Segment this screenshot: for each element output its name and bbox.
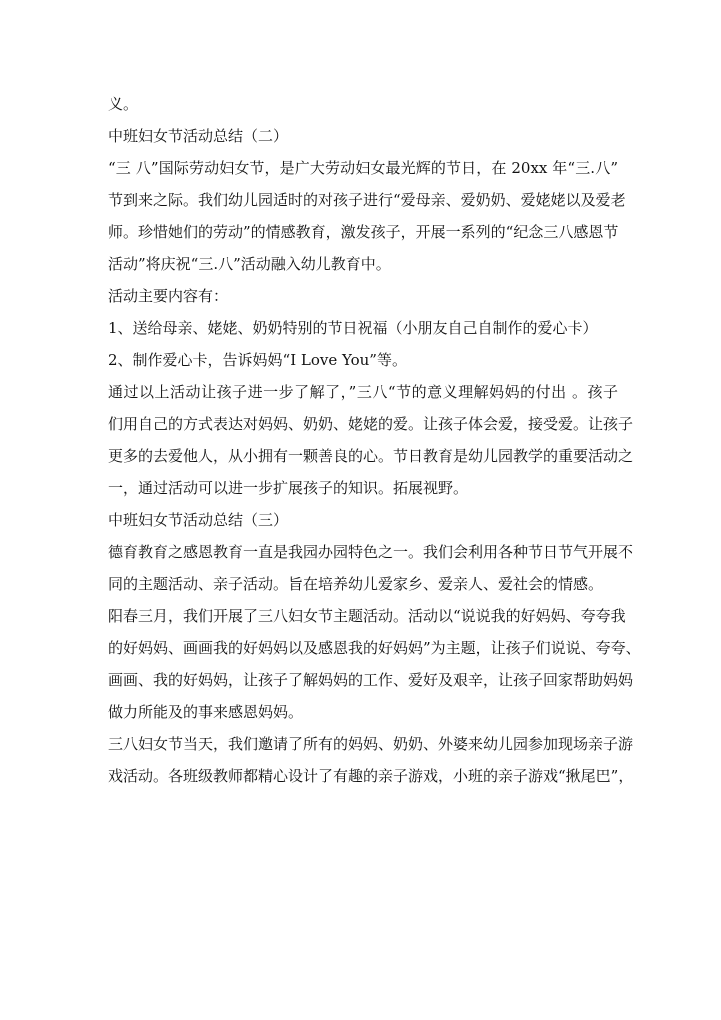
text-line: 义。 [108, 95, 139, 113]
text-line: 中班妇女节活动总结（二） [108, 127, 289, 145]
paragraph [108, 376, 634, 504]
paragraph [108, 600, 641, 728]
paragraph [108, 152, 626, 280]
text-line: 2、制作爱心卡，告诉妈妈“I Love You”等。 [108, 351, 407, 369]
paragraph [108, 280, 618, 312]
text-line: 1、送给母亲、姥姥、奶奶特别的节日祝福（小朋友自己自制作的爱心卡） [108, 319, 598, 337]
text-line: 活动”将庆祝“三.八”活动融入幼儿教育中。 [108, 255, 391, 273]
text-line: 三八妇女节当天，我们邀请了所有的妈妈、奶奶、外婆来幼儿园参加现场亲子游 [108, 735, 634, 753]
text-line: 通过以上活动让孩子进一步了解了，”三八“节的意义理解妈妈的付出 。孩子 [108, 383, 618, 401]
text-line: 们用自己的方式表达对妈妈、奶奶、姥姥的爱。让孩子体会爱，接受爱。让孩子 [108, 415, 634, 433]
text-line: 师。珍惜她们的劳动”的情感教育，激发孩子，开展一系列的“纪念三八感恩节 [108, 223, 619, 241]
text-line: “三 八”国际劳动妇女节，是广大劳动妇女最光辉的节日，在 20xx 年“三.八” [108, 159, 618, 177]
text-line: 的好妈妈、画画我的好妈妈以及感恩我的好妈妈”为主题，让孩子们说说、夸夸、 [108, 639, 641, 657]
text-line: 阳春三月，我们开展了三八妇女节主题活动。活动以“说说我的好妈妈、夸夸我 [108, 607, 626, 625]
text-line: 做力所能及的事来感恩妈妈。 [108, 703, 304, 721]
text-line: 德育教育之感恩教育一直是我园办园特色之一。我们会利用各种节日节气开展不 [108, 543, 634, 561]
section-heading [108, 120, 618, 152]
paragraph [108, 536, 634, 600]
text-line: 一，通过活动可以进一步扩展孩子的知识。拓展视野。 [108, 479, 469, 497]
text-line: 活动主要内容有： [108, 287, 229, 305]
text-line: 节到来之际。我们幼儿园适时的对孩子进行“爱母亲、爱奶奶、爱姥姥以及爱老 [108, 191, 626, 209]
document-body [108, 88, 641, 792]
paragraph [108, 312, 618, 344]
text-line: 同的主题活动、亲子活动。旨在培养幼儿爱家乡、爱亲人、爱社会的情感。 [108, 575, 604, 593]
paragraph [108, 728, 634, 792]
text-line: 更多的去爱他人，从小拥有一颗善良的心。节日教育是幼儿园教学的重要活动之 [108, 447, 634, 465]
section-heading [108, 504, 618, 536]
text-line: 画画、我的好妈妈，让孩子了解妈妈的工作、爱好及艰辛，让孩子回家帮助妈妈 [108, 671, 634, 689]
text-line: 戏活动。各班级教师都精心设计了有趣的亲子游戏，小班的亲子游戏“揪尾巴”， [108, 767, 634, 785]
paragraph [108, 344, 618, 376]
paragraph [108, 88, 618, 120]
text-line: 中班妇女节活动总结（三） [108, 511, 289, 529]
